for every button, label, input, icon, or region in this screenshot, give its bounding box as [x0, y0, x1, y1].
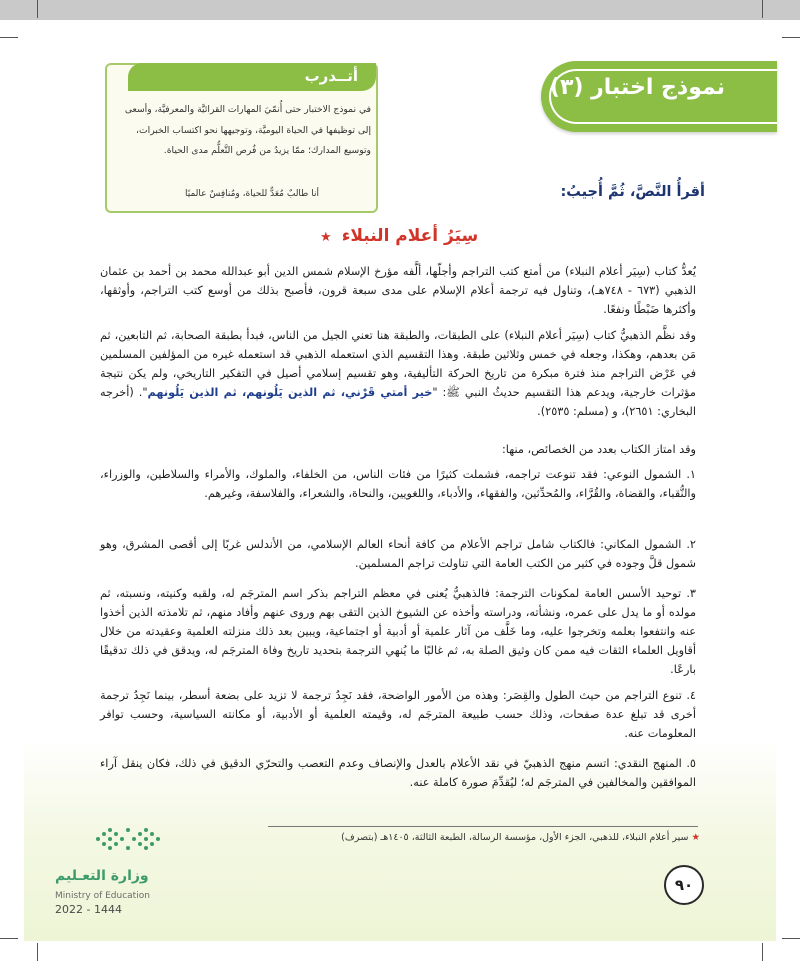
passage-title: سِيَرُ أعلام النبلاء — [341, 226, 479, 246]
practice-box-tab — [128, 63, 376, 91]
crop-mark — [762, 0, 763, 18]
paragraph-features-intro: وقد امتاز الكتاب بعدد من الخصائص، منها: — [502, 443, 696, 456]
practice-line: وتوسيع المدارك؛ ممّا يزيدُ من فُرص التَّعلُّم مدى الحياة. — [163, 145, 371, 156]
edition-year: 2022 - 1444 — [55, 903, 122, 916]
footnote-star-icon: ★ — [691, 832, 700, 843]
top-grey-band — [0, 0, 800, 20]
ministry-name-english: Ministry of Education — [55, 891, 150, 901]
hadith-quote: خير أمتي قَرْني، ثم الذين يَلُونهم، ثم الذين يَلُونهم — [147, 386, 433, 399]
paragraph-organization — [100, 326, 696, 421]
footnote-text: سير أعلام النبلاء، للذهبي، الجزء الأول، مؤسسة الرسالة، الطبعة الثالثة، ١٤٠٥هـ (بتصرف) — [341, 832, 689, 843]
paragraph-text: وقد نظَّم الذهبيُّ كتاب (سِيَر أعلام النبلاء) على الطبقات، والطبقة هنا تعني الجيل من الناس، فبدأ بطبقة الصحابة، ثم التابعين، ثم مَن بعدهم، وهكذا، وجعله في خمس وثلاثين طبقة. وهذا التقسيم الذي استعمله الذهبي قد استعمله غيره من المؤلفين المسلمين في عَرْض التراجم منذ فترة مبكرة من تاريخ الحركة التأليفية، وهو تقسيم إسلامي أصيل في التفكير التاريخي، ولم يكن نتيجة مؤثرات خارجية، ويدعم هذا التقسيم حديثُ النبي ﷺ: " — [100, 329, 696, 399]
list-item-2: ٢. الشمول المكاني: فالكتاب شامل تراجم الأعلام من كافة أنحاء العالم الإسلامي، من الأندلس غربًا إلى أقصى المشرق، وهو شمول قلَّ وجوده في كثير من الكتب العامة التي تناولت تراجم المسلمين. — [100, 538, 696, 570]
passage-heading — [320, 226, 500, 256]
page-title: نموذج اختبار (٣) — [549, 75, 725, 100]
page-number: ٩٠ — [664, 865, 704, 905]
practice-line: في نموذج الاختبار حتى أُنمّيَ المهارات القرائيَّة والمعرفيَّة، وأسعى — [124, 104, 371, 115]
paragraph-intro: يُعدُّ كتاب (سِيَر أعلام النبلاء) من أمتع كتب التراجم وأجلّها، ألَّفه مؤرخ الإسلام شمس الدين أبو عبدالله محمد بن أحمد بن عثمان الذهبي (٦٧٣ - ٧٤٨هـ)، وتناول فيه ترجمة أعلام الإسلام على مدى سبعة قرون، فأصبح بذلك من أوسع كتب التراجم، وأوثقها، وأكثرها ضَبْطًا ونفعًا. — [100, 265, 696, 316]
list-item-5: ٥. المنهج النقدي: اتسم منهج الذهبيّ في نقد الأعلام بالعدل والإنصاف وعدم التعصب والتحرّي الدقيق في ذلك، فكان ينقل آراء الموافقين والمخالفين في المترجَم له؛ ليُقدِّمَ صورة كاملة عنه. — [100, 757, 696, 789]
crop-mark — [37, 0, 38, 18]
crop-mark — [37, 943, 38, 961]
crop-mark — [782, 37, 800, 38]
crop-mark — [782, 938, 800, 939]
ministry-logo-icon — [92, 826, 164, 852]
list-item-1: ١. الشمول النوعي: فقد تنوعت تراجمه، فشملت كثيرًا من فئات الناس، من الخلفاء، والملوك، والأمراء والسلاطين، والوزراء، والنُّقباء، والقضاة، والقُرَّاء، والمُحدِّثين، والفقهاء، والأدباء، واللغويين، والنحاة، والشعراء، والفلاسفة، وغيرهم. — [100, 468, 696, 500]
footnote-star-icon: ★ — [320, 230, 332, 245]
crop-mark — [0, 938, 18, 939]
list-item-4: ٤. تنوع التراجم من حيث الطول والقِصَر: وهذه من الأمور الواضحة، فقد نَجِدُ ترجمة لا تزيد على بضعة أسطر، بينما نَجِدُ ترجمة أخرى قد تبلغ عدة صفحات، وذلك حسب طبيعة المترجَم له، وقيمته العلمية أو الأدبية، أو مكانته السياسية، وحسب توافر المعلومات عنه. — [100, 689, 696, 740]
instruction: أقرأُ النَّصَّ، ثُمَّ أُجيبُ: — [560, 184, 705, 200]
practice-box-signature: أنا طالبٌ مُعَدٌّ للحياة، ومُنافِسٌ عالميًا — [185, 189, 319, 199]
practice-line: إلى توظيفها في الحياة اليوميَّة، وتوجيهها نحو اكتساب الخبرات، — [136, 124, 371, 136]
ministry-name-arabic: وزارة التعـليم — [55, 868, 149, 884]
list-item-3: ٣. توحيد الأسس العامة لمكونات الترجمة: فالذهبيُّ يُعنى في معظم التراجم بذكر اسم المترجَم له، ولقبه وكنيته، ونسبته، ثم مولده أو ما يدل على عمره، ونشأته، ودراسته وأخذه عن الشيوخ الذين التقى بهم وروى عنهم وأفاد منهم، ثم تلامذته الذين أخذوا عنه وانتفعوا بعلمه وتخرجوا عليه، وما خَلَّف من آثار علمية أو أدبية أو اجتماعية، ويبين بعد ذلك منزلته العلمية وعقيدته من خلال أقاويل العلماء الثقات فيه ممن كان وثيق الصلة به، ثم غالبًا ما يُنهي الترجمة بتحديد تاريخ وفاة المترجَم له، ويدقق في ذلك تدقيقًا بارعًا. — [100, 587, 696, 676]
crop-mark — [762, 943, 763, 961]
footnote-divider — [268, 826, 698, 827]
footnote — [341, 832, 700, 843]
practice-box-title: أتــدرب — [304, 67, 358, 85]
paragraph-text: ". (أخرجه البخاري: ٢٦٥١)، و (مسلم: ٢٥٣٥). — [100, 386, 696, 418]
practice-box-text — [113, 100, 371, 162]
crop-mark — [0, 37, 18, 38]
title-banner — [541, 61, 777, 132]
